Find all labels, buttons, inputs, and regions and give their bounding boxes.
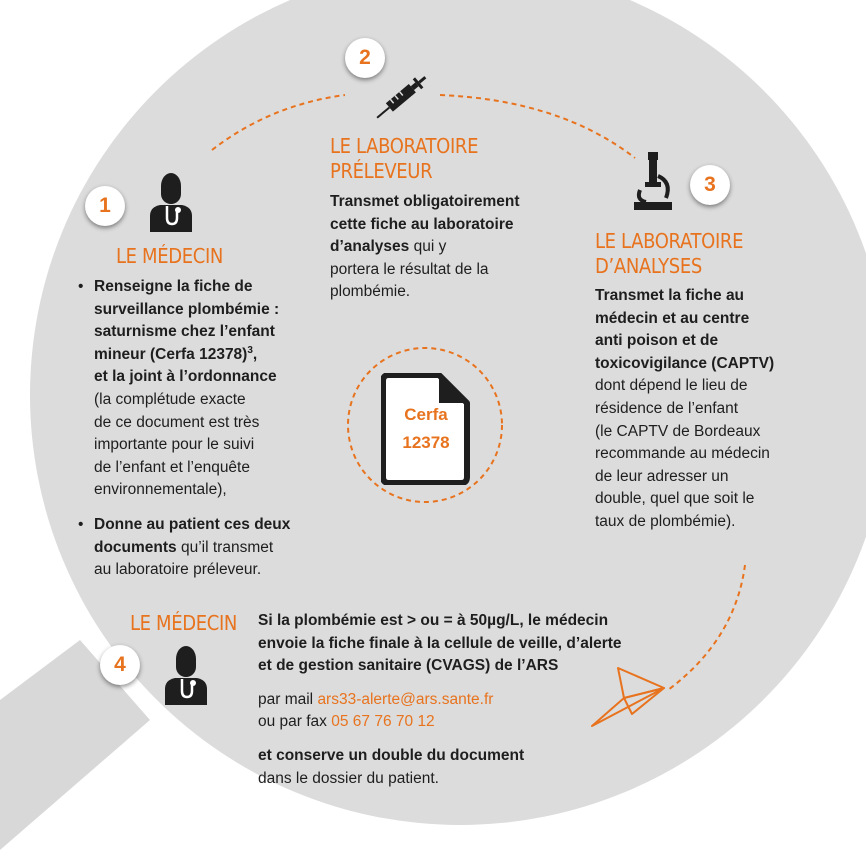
step-number-4: 4 xyxy=(100,645,140,685)
step1-text xyxy=(78,276,328,582)
document-icon xyxy=(381,373,471,485)
doctor-icon xyxy=(148,172,194,232)
step-number-3: 3 xyxy=(690,165,730,205)
step1-bullet-2: • Donne au patient ces deux documents qu’il transmet au laboratoire préleveur. xyxy=(78,514,328,582)
syringe-icon xyxy=(375,67,435,122)
fax-number: 05 67 76 70 12 xyxy=(331,713,435,731)
step4-keep: et conserve un double du document dans le dossier du patient. xyxy=(258,746,525,787)
doctor-icon xyxy=(163,645,209,705)
cerfa-label-1: Cerfa xyxy=(404,405,448,424)
step2-title-1: LE LABORATOIRE xyxy=(330,134,479,158)
step3-text: Transmet la fiche au médecin et au centre anti poison et de toxicovigilance (CAPTV) dont dépend le lieu de résidence de l’enfant (le CAPTV de Bordeaux recommande au médecin de leur adresser un double, quel que soit le taux de plombémie). xyxy=(595,287,775,530)
microscope-icon xyxy=(630,150,676,212)
step1-bullet-1: • Renseigne la fiche de surveillance plombémie : saturnisme chez l’enfant mineur (Cerfa 12378)$^3$, et la joint à l’ordonnance (la complétude exacte de ce document est très importante pour le suivi de l’enfant et l’enquête environnementale), xyxy=(78,276,328,502)
step2-text: Transmet obligatoirement cette fiche au laboratoire d’analyses qui y portera le résultat de la plombémie. xyxy=(330,193,520,301)
step-number-1: 1 xyxy=(85,186,125,226)
step4-text: Si la plombémie est > ou = à 50µg/L, le médecin envoie la fiche finale à la cellule de veille, d’alerte et de gestion sanitaire (CVAGS) de l’ARS par mail ars33-alerte@ars.sante.fr ou par fax 05 67 76 70 12 et conserve un double du document dans le dossier du patient. xyxy=(258,610,698,790)
step3-title-2: D’ANALYSES xyxy=(595,254,702,278)
step2-title-2: PRÉLEVEUR xyxy=(330,159,433,183)
step4-contact: par mail ars33-alerte@ars.sante.fr ou par fax 05 67 76 70 12 xyxy=(258,690,494,731)
step4-title: LE MÉDECIN xyxy=(130,611,238,635)
step3-title-1: LE LABORATOIRE xyxy=(595,229,744,253)
step1-title: LE MÉDECIN xyxy=(116,244,224,268)
cerfa-label-2: 12378 xyxy=(402,433,450,452)
email-link[interactable]: ars33-alerte@ars.sante.fr xyxy=(317,690,494,708)
step-number-2: 2 xyxy=(345,38,385,78)
